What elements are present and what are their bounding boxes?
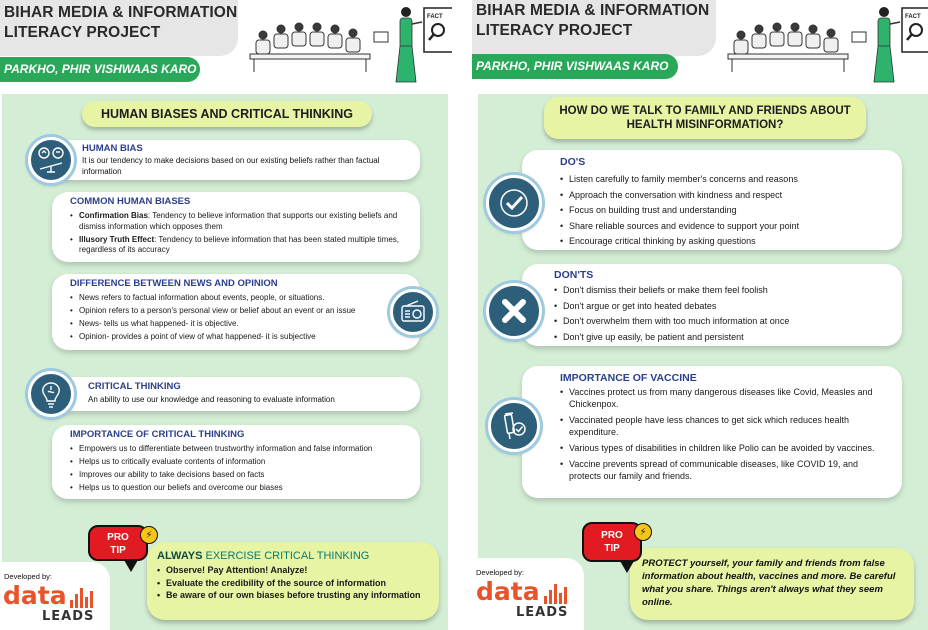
logo-bars-icon (544, 582, 567, 604)
page-title-line1: HOW DO WE TALK TO FAMILY AND FRIENDS ABOUT (559, 105, 851, 117)
dos-list (560, 173, 892, 247)
list-item: • Evaluate the credibility of the source of information (157, 578, 429, 590)
poster-human-biases (0, 0, 452, 630)
importance-critical-thinking-heading: IMPORTANCE OF CRITICAL THINKING (70, 429, 245, 440)
list-item: • News- tells us what happened- it is objective. (70, 319, 375, 330)
tip-heading-rest: EXERCISE CRITICAL THINKING (202, 550, 370, 562)
bias-term: Confirmation Bias (79, 211, 148, 220)
project-title-line1: BIHAR MEDIA & INFORMATION (4, 4, 238, 21)
cross-icon (486, 283, 542, 339)
logo-leads-text: LEADS (516, 605, 569, 620)
project-title-line1: BIHAR MEDIA & INFORMATION (476, 2, 710, 19)
pro-tip-line2: TIP (604, 543, 620, 554)
logo-bars-icon (70, 586, 93, 608)
pro-tip-bubble (88, 525, 148, 561)
list-item: • Opinion refers to a person's personal view or belief about an event or an issue (70, 306, 375, 317)
lightbulb-icon: ⚡ (634, 523, 652, 541)
poster-health-misinformation (472, 0, 928, 630)
pro-tip-box (147, 542, 439, 620)
tip-heading (157, 550, 429, 562)
list-item: • Vaccines protect us from many dangerous diseases like Covid, Measles and Chickenpox. (560, 386, 892, 410)
project-title-line2: LITERACY PROJECT (476, 22, 633, 39)
list-item: • Be aware of our own biases before trusting any information (157, 590, 429, 602)
vaccine-list (560, 386, 892, 482)
common-biases-card (52, 192, 420, 262)
list-item: • Focus on building trust and understanding (560, 204, 892, 216)
list-item: • Opinion- provides a point of view of what happened- it is subjective (70, 332, 375, 343)
critical-thinking-card (52, 377, 420, 411)
pro-tip-line2: TIP (110, 545, 126, 556)
list-item: • Empowers us to differentiate between trustworthy information and false information (70, 444, 410, 455)
project-title-line2: LITERACY PROJECT (4, 24, 161, 41)
donts-card (522, 264, 902, 346)
project-title (476, 1, 709, 41)
human-bias-heading: HUMAN BIAS (82, 143, 143, 154)
page-title (544, 97, 866, 139)
radio-icon (390, 289, 436, 335)
pro-tip-line1: PRO (601, 530, 623, 541)
tip-text: PROTECT yourself, your family and friends from false information about health, vaccines and more. Be careful what you share. Things aren't always what they seem online. (642, 558, 896, 608)
list-item: • Don't dismiss their beliefs or make them feel foolish (554, 284, 892, 296)
developed-by-label: Developed by: (4, 572, 52, 581)
project-title (4, 3, 237, 43)
logo-leads-text: LEADS (42, 609, 95, 624)
list-item: • Approach the conversation with kindness and respect (560, 189, 892, 201)
lightbulb-icon: ⚡ (140, 526, 158, 544)
bias-term: Illusory Truth Effect (79, 234, 155, 244)
logo-data-text: data (3, 581, 67, 610)
lightbulb-brain-icon (28, 371, 74, 417)
slogan-banner: PARKHO, PHIR VISHWAAS KARO (472, 54, 678, 79)
developer-credit (472, 558, 584, 630)
pro-tip-box (630, 548, 914, 620)
list-item: • Various types of disabilities in children like Polio can be avoided by vaccines. (560, 442, 892, 454)
logo-data-text: data (476, 577, 540, 606)
list-item (70, 211, 410, 232)
fact-sign-text: FACT (905, 14, 921, 20)
list-item: • Encourage critical thinking by asking questions (560, 235, 892, 247)
list-item: • Listen carefully to family member's concerns and reasons (560, 173, 892, 185)
list-item: • Vaccine prevents spread of communicable diseases, like COVID 19, and protects our family and friends. (560, 458, 892, 482)
pro-tip-line1: PRO (107, 532, 129, 543)
list-item: • News refers to factual information about events, people, or situations. (70, 293, 375, 304)
page-title: HUMAN BIASES AND CRITICAL THINKING (82, 101, 372, 127)
vaccine-heading: IMPORTANCE OF VACCINE (560, 372, 697, 384)
bias-description: : Tendency to believe information that supports our existing beliefs and dismiss information which opposes them (79, 211, 398, 231)
list-item: • Share reliable sources and evidence to support your point (560, 220, 892, 232)
list-item: • Improves our ability to take decisions based on facts (70, 470, 410, 481)
importance-critical-thinking-card (52, 425, 420, 499)
pro-tip-tail (124, 560, 138, 572)
classroom-illustration (246, 2, 452, 88)
list-item: • Don't give up easily, be patient and persistent (554, 331, 892, 343)
vaccine-card (522, 366, 902, 498)
dos-heading: DO'S (560, 156, 586, 168)
list-item: • Vaccinated people have less chances to get sick which reduces health expenditure. (560, 414, 892, 438)
list-item: • Don't overwhelm them with too much information at once (554, 315, 892, 327)
header-bar (0, 0, 238, 56)
news-opinion-card (52, 274, 420, 350)
critical-thinking-heading: CRITICAL THINKING (88, 381, 181, 392)
pro-tip-tail (620, 561, 634, 573)
checkmark-icon (486, 175, 542, 231)
news-opinion-heading: DIFFERENCE BETWEEN NEWS AND OPINION (70, 278, 278, 289)
common-biases-heading: COMMON HUMAN BIASES (70, 196, 191, 207)
developer-credit (0, 562, 110, 630)
critical-thinking-text: An ability to use our knowledge and reasoning to evaluate information (88, 395, 335, 404)
list-item: • Don't argue or get into heated debates (554, 300, 892, 312)
common-biases-list (70, 211, 410, 256)
dos-card (522, 150, 902, 250)
list-item: • Observe! Pay Attention! Analyze! (157, 565, 429, 577)
tip-heading-bold: ALWAYS (157, 550, 203, 562)
donts-heading: DON'TS (554, 269, 594, 281)
donts-list (554, 284, 892, 343)
list-item: • Helps us to question our beliefs and overcome our biases (70, 483, 410, 494)
human-bias-text: It is our tendency to make decisions based on our existing beliefs rather than factual information (82, 156, 380, 176)
importance-critical-thinking-list (70, 444, 410, 494)
classroom-illustration (724, 2, 928, 88)
human-bias-card (52, 140, 420, 180)
bias-description: : Tendency to believe information that has been stated multiple times, regardless of its accuracy (79, 234, 400, 254)
scales-bias-icon (28, 137, 74, 183)
list-item: • Helps us to critically evaluate contents of information (70, 457, 410, 468)
fact-sign-text: FACT (427, 14, 443, 20)
syringe-icon (488, 400, 540, 452)
pro-tip-bubble (582, 522, 642, 562)
page-title-line2: HEALTH MISINFORMATION? (626, 119, 784, 131)
list-item (70, 235, 410, 256)
slogan-banner: PARKHO, PHIR VISHWAAS KARO (0, 57, 200, 82)
news-opinion-list (70, 293, 375, 343)
tip-list (157, 565, 429, 602)
developed-by-label: Developed by: (476, 568, 524, 577)
header-bar (472, 0, 716, 56)
